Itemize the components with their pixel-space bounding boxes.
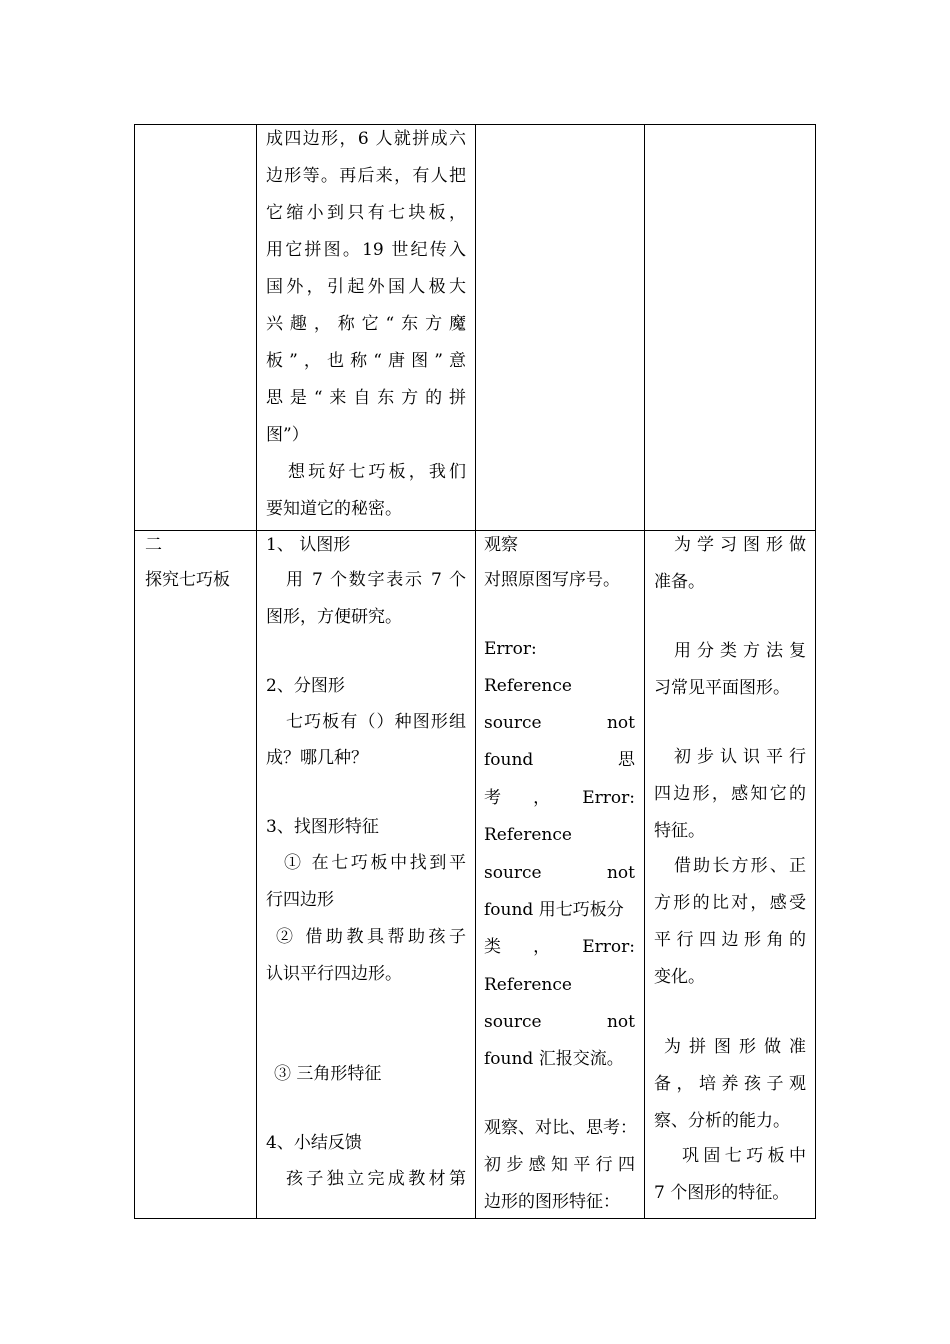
text-line: 要知道它的秘密。 (266, 499, 402, 519)
text-line: ① 在七巧板中找到平 (284, 853, 466, 873)
text-line: 察、分析的能力。 (654, 1111, 790, 1131)
text-line: found 思 (484, 750, 635, 770)
text-line: 七巧板有（）种图形组 (286, 712, 466, 732)
row1-student-cell (476, 125, 644, 530)
column-divider-1 (256, 124, 257, 1219)
text-line: Error: (484, 639, 537, 659)
text-line: 借助长方形、正 (674, 856, 806, 876)
section-heading: 1、 认图形 (266, 535, 351, 555)
text-line: 准备。 (654, 572, 705, 592)
row1-content-cell (266, 125, 466, 530)
text-line: source not (484, 863, 635, 883)
text-line: 初步感知平行四 (484, 1155, 635, 1175)
text-line: 用它拼图。19 世纪传入 (266, 240, 466, 260)
text-line: 孩子独立完成教材第 (286, 1169, 466, 1189)
text-line: 成四边形，6 人就拼成六 (266, 129, 466, 149)
table-right-border (815, 124, 816, 1219)
text-line: found 汇报交流。 (484, 1049, 624, 1069)
row1-stage-cell (135, 125, 256, 530)
section-heading: 3、找图形特征 (266, 817, 379, 837)
stage-title: 探究七巧板 (145, 570, 230, 590)
text-line: found 用七巧板分 (484, 900, 624, 920)
row2-stage-cell (145, 531, 255, 631)
text-line: 思是“来自东方的拼 (266, 388, 466, 408)
row2-intent-cell (654, 531, 806, 1218)
text-line: 认识平行四边形。 (266, 964, 402, 984)
text-line: 平行四边形角的 (654, 930, 806, 950)
text-line: 用分类方法复 (674, 641, 806, 661)
text-line: 兴趣，称它“东方魔 (266, 314, 466, 334)
row1-intent-cell (645, 125, 815, 530)
text-line: ② 借助教具帮助孩子 (276, 927, 466, 947)
text-line: 板”，也称“唐图”意 (266, 351, 466, 371)
row2-student-cell (484, 531, 635, 1218)
text-line: 它缩小到只有七块板， (266, 203, 466, 223)
text-line: 方形的比对，感受 (654, 893, 806, 913)
text-line: 图”） (266, 425, 309, 445)
text-line: 想玩好七巧板，我们 (288, 462, 466, 482)
text-line: Reference (484, 975, 572, 995)
text-line: 国外，引起外国人极大 (266, 277, 466, 297)
text-line: 类 ， Error: (484, 937, 635, 957)
text-line: Reference (484, 825, 572, 845)
text-line: Reference (484, 676, 572, 696)
text-line: 初步认识平行 (674, 747, 806, 767)
text-line: 为拼图形做准 (664, 1037, 806, 1057)
section-heading: 2、分图形 (266, 676, 345, 696)
text-line: 成？哪几种？ (266, 748, 368, 768)
text-line: 考 ， Error: (484, 788, 635, 808)
stage-number: 二 (145, 535, 162, 555)
text-line: 巩固七巧板中 (682, 1146, 806, 1166)
text-line: 对照原图写序号。 (484, 570, 620, 590)
text-line: ③ 三角形特征 (274, 1064, 382, 1084)
text-line: 用 7 个数字表示 7 个 (286, 570, 466, 590)
text-line: 四边形，感知它的 (654, 784, 806, 804)
section-heading: 4、小结反馈 (266, 1133, 362, 1153)
text-line: 边形等。再后来，有人把 (266, 166, 466, 186)
text-line: 为学习图形做 (674, 535, 806, 555)
text-line: 特征。 (654, 821, 705, 841)
text-line: 观察 (484, 535, 518, 555)
row2-content-cell (266, 531, 466, 1218)
text-line: 行四边形 (266, 890, 334, 910)
text-line: 变化。 (654, 967, 705, 987)
text-line: 备，培养孩子观 (654, 1074, 806, 1094)
text-line: 习常见平面图形。 (654, 678, 790, 698)
text-line: source not (484, 1012, 635, 1032)
text-line: 边形的图形特征： (484, 1192, 620, 1212)
text-line: source not (484, 713, 635, 733)
text-line: 图形，方便研究。 (266, 607, 402, 627)
text-line: 7 个图形的特征。 (654, 1183, 790, 1203)
text-line: 观察、对比、思考： (484, 1118, 637, 1138)
